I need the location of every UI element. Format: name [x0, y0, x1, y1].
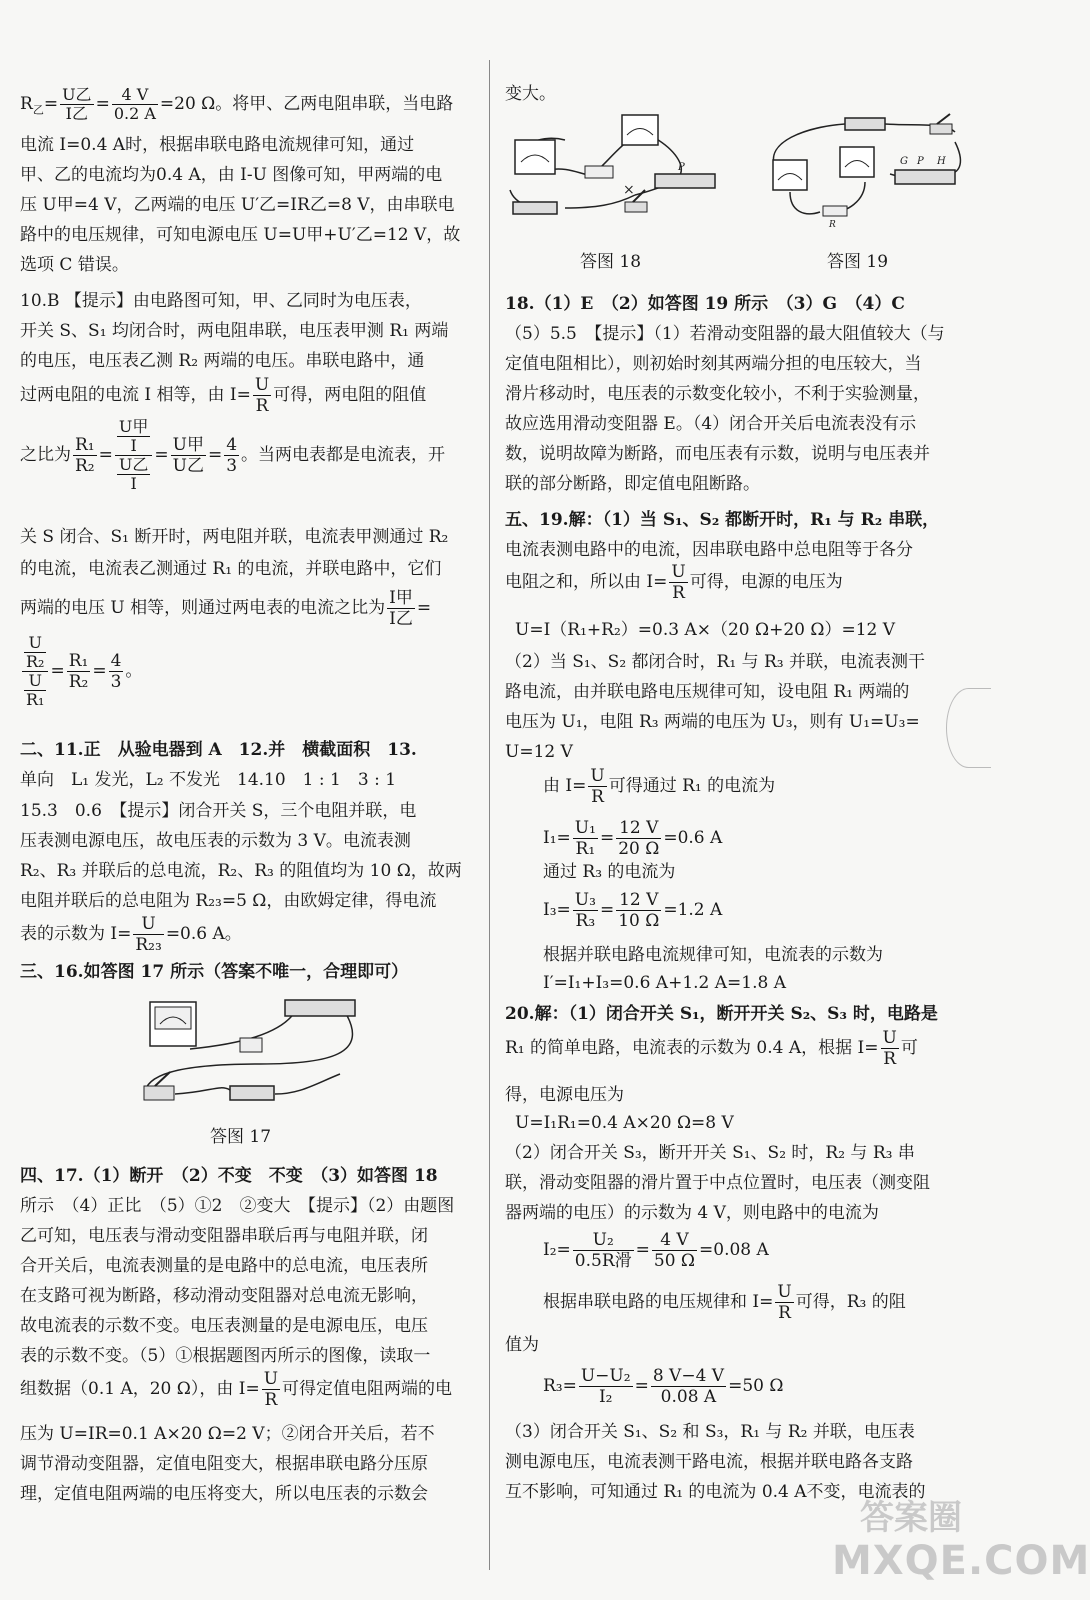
fraction-den: R [264, 1390, 278, 1410]
fraction-num: U [24, 634, 46, 653]
fraction [775, 1282, 793, 1323]
fraction-den: R [778, 1303, 791, 1323]
formula-line [20, 1369, 452, 1410]
text: =50 Ω [728, 1376, 784, 1396]
svg-text:G: G [900, 156, 908, 167]
fraction-num: 8 V−4 V [652, 1366, 725, 1386]
text-line: 路电流，由并联电路电压规律可知，设电阻 R₁ 两端的 [505, 682, 910, 702]
fraction [67, 651, 91, 692]
text: R₁ 的简单电路，电流表的示数为 0.4 A，根据 I= [505, 1038, 879, 1058]
text: =0.6 A。 [165, 924, 242, 944]
fraction [24, 634, 46, 671]
figure-caption: 答图 17 [210, 1127, 272, 1147]
fraction-den: R₂₃ [135, 935, 162, 955]
text-line: 压为 U=IR=0.1 A×20 Ω=2 V；②闭合开关后，若不 [20, 1424, 435, 1444]
text: 可得，电源的电压为 [689, 572, 843, 592]
circuit-figure-18 [505, 110, 720, 225]
fraction-num [115, 418, 153, 456]
fraction-num [22, 634, 48, 672]
fraction-num: 4 [226, 435, 238, 455]
text-line: 故应选用滑动变阻器 E。（4）闭合开关后电流表没有示 [505, 414, 917, 434]
text-line: 18.（1）E （2）如答图 19 所示 （3）G （4）C [505, 294, 905, 314]
fraction-den [22, 672, 48, 709]
text-line: （2）闭合开关 S₃，断开开关 S₁、S₂ 时，R₂ 与 R₃ 串 [505, 1143, 915, 1163]
svg-text:R: R [829, 220, 836, 230]
fraction-num: U₁ [574, 818, 596, 838]
text-line: 值为 [505, 1335, 539, 1355]
fraction [651, 1366, 726, 1407]
text: 组数据（0.1 A，20 Ω），由 I= [20, 1379, 260, 1399]
text-line: U=I₁R₁=0.4 A×20 Ω=8 V [515, 1113, 734, 1133]
text-line: 15.3 0.6 【提示】闭合开关 S，三个电阻并联，电 [20, 801, 417, 821]
fraction-den: R₁ [575, 839, 596, 859]
fraction-den: R₃ [575, 911, 596, 931]
text: 可得，两电阻的阻值 [273, 385, 427, 405]
fraction-num: U乙 [62, 85, 92, 104]
text-line: 五、19.解：（1）当 S₁、S₂ 都断开时，R₁ 与 R₂ 串联， [505, 510, 940, 530]
formula-line [543, 1282, 906, 1323]
text-line: 甲、乙的电流均为0.4 A，由 I-U 图像可知，甲两端的电 [20, 165, 443, 185]
fraction-den: R [591, 787, 604, 807]
formula-line: 之比为 $\frac{\text{R₁}}{\text{R₂}}$ = $\frac{\frac{\text{U甲}}{I}}{\frac{\text{U乙}}{I}}$ = $\frac{\text{U甲}}{\text{U乙}}$ = $\frac{4}{3}$ 。当两电表都是电流表，开 [20, 417, 446, 493]
formula-line: $R_乙=$ $\frac{\text{U乙}}{\text{I乙}}$ = $\frac{4 V}{0.2 A}$ =20 Ω。将甲、乙两电阻串联，当电路 [20, 85, 454, 123]
formula-line [505, 562, 843, 603]
fraction-den: 20 Ω [618, 839, 660, 859]
text-line: U=12 V [505, 742, 573, 762]
text-line: （5）5.5 【提示】（1）若滑动变阻器的最大阻值较大（与 [505, 324, 945, 344]
text: R₃= [543, 1376, 577, 1396]
fraction-den: 3 [110, 672, 122, 692]
fraction-num: U [777, 1282, 792, 1302]
text-line: 变大。 [505, 84, 556, 104]
text-line: 四、17.（1）断开 （2）不变 不变 （3）如答图 18 [20, 1166, 438, 1186]
text-line: 所示 （4）正比 （5）①2 ②变大 【提示】（2）由题图 [20, 1196, 455, 1216]
fraction-num: U [254, 375, 270, 395]
text-line: （2）当 S₁、S₂ 都闭合时，R₁ 与 R₃ 并联，电流表测干 [505, 652, 925, 672]
fraction [669, 562, 687, 603]
fraction [60, 86, 94, 123]
text: 。当两电表都是电流表，开 [241, 445, 446, 465]
text-line: 联的部分断路，即定值电阻断路。 [505, 474, 760, 494]
text-line: 单向 L₁ 发光，L₂ 不发光 14.10 1 : 1 3 : 1 [20, 770, 397, 790]
text-line: 电流表测电路中的电流，因串联电路中总电阻等于各分 [505, 540, 913, 560]
text-line: 滑片移动时，电压表的示数变化较小，不利于实验测量， [505, 384, 930, 404]
text-line: （3）闭合开关 S₁、S₂ 和 S₃，R₁ 与 R₂ 并联，电压表 [505, 1422, 915, 1442]
text-line: 20.解：（1）闭合开关 S₁，断开开关 S₂、S₃ 时，电路是 [505, 1004, 938, 1024]
fraction [881, 1028, 899, 1069]
fraction-num: U甲 [118, 417, 149, 436]
text-line: 合开关后，电流表测量的是电路中的总电流，电压表所 [20, 1256, 428, 1276]
fraction-den: I₂ [598, 1387, 613, 1407]
fraction-den: 0.5R滑 [574, 1251, 632, 1271]
fraction [73, 435, 97, 476]
text-line: 电压为 U₁，电阻 R₃ 两端的电压为 U₃，则有 U₁=U₃= [505, 712, 920, 732]
fraction-den: 0.2 A [113, 104, 156, 123]
compound-fraction [22, 634, 48, 709]
text: =0.08 A [699, 1240, 769, 1260]
text-line: 乙可知，电压表与滑动变阻器串联后再与电阻并联，闭 [20, 1226, 428, 1246]
fraction-den: I [130, 474, 137, 493]
text-line: I′=I₁+I₃=0.6 A+1.2 A=1.8 A [543, 973, 787, 993]
fraction-den: R₂ [75, 456, 95, 476]
text: R [20, 94, 33, 114]
fraction-den: I乙 [389, 609, 413, 629]
text-line: 压表测电源电压，故电压表的示数为 3 V。电流表测 [20, 831, 411, 851]
formula-line [20, 375, 426, 416]
text-line: 表的示数不变。（5）①根据题图丙所示的图像，读取一 [20, 1346, 431, 1366]
text: 表的示数为 I= [20, 924, 132, 944]
text-line: 故电流表的示数不变。电压表测量的是电源电压，电压 [20, 1316, 428, 1336]
fraction [109, 651, 124, 692]
formula-line: R₃= $\frac{\text{U−U₂}}{\text{I₂}}$ = $\frac{8 V-4 V}{0.08 A}$ =50 Ω [543, 1366, 784, 1407]
fraction [573, 818, 598, 859]
formula-line: I₂= $\frac{\text{U₂}}{\text{0.5R滑}}$ = $\frac{4 V}{50 \Omega}$ =0.08 A [543, 1230, 769, 1271]
text: 可得，R₃ 的阻 [795, 1292, 906, 1312]
circuit-figure-17 [120, 994, 370, 1116]
fraction-num: 12 V [616, 818, 661, 839]
formula-line: 两端的电压 U 相等，则通过两电表的电流之比为 $\frac{\text{I甲}}{\text{I乙}}$ = [20, 588, 432, 629]
fraction-den: R [672, 583, 685, 603]
text-line: 得，电源电压为 [505, 1085, 624, 1105]
text: 可得通过 R₁ 的电流为 [608, 776, 776, 796]
fraction-num: U [133, 914, 163, 935]
text: 过两电阻的电流 I 相等，由 I= [20, 385, 251, 405]
text-line: U=I（R₁+R₂）=0.3 A×（20 Ω+20 Ω）=12 V [515, 620, 896, 640]
formula-line [505, 1028, 918, 1069]
fraction-num: U乙 [118, 455, 149, 474]
fraction [573, 1230, 634, 1271]
fraction [253, 375, 271, 416]
text-line: 压 U甲=4 V，乙两端的电压 U′乙=IR乙=8 V，由串联电 [20, 195, 455, 215]
text-line: 电阻并联后的总电阻为 R₂₃=5 Ω，由欧姆定律，得电流 [20, 891, 437, 911]
fraction [262, 1369, 280, 1410]
fraction-den: R₂ [68, 672, 89, 692]
fraction-den: 10 Ω [618, 911, 660, 931]
fraction [652, 1230, 697, 1271]
fraction-den: R₁ [26, 690, 45, 709]
text: 两端的电压 U 相等，则通过两电表的电流之比为 [20, 598, 386, 618]
fraction-den: 0.08 A [660, 1387, 717, 1407]
watermark-url: MXQE.COM [832, 1538, 1090, 1584]
fraction [133, 914, 163, 955]
seal-stamp [946, 688, 991, 768]
fraction-num: R₁ [68, 651, 89, 671]
fraction-num: 12 V [616, 890, 661, 911]
fraction [171, 435, 206, 476]
text: I₃= [543, 900, 571, 920]
svg-text:H: H [937, 156, 946, 167]
fraction-num: 4 [110, 651, 122, 671]
fraction-num: I甲 [389, 588, 413, 608]
column-divider [489, 60, 490, 1570]
text-line: 调节滑动变阻器，定值电阻变大，根据串联电路分压原 [20, 1454, 428, 1474]
fraction-num: U [24, 672, 46, 691]
text-line: 路中的电压规律，可知电源电压 U=U甲+U′乙=12 V，故 [20, 225, 461, 245]
text-line: 选项 C 错误。 [20, 255, 129, 275]
text-line: 三、16.如答图 17 所示（答案不唯一，合理即可） [20, 962, 409, 982]
formula-line [20, 914, 242, 955]
fraction-den: I [130, 436, 137, 455]
formula-line: I₃= $\frac{\text{U₃}}{\text{R₃}}$ = $\frac{12 V}{10 \Omega}$ =1.2 A [543, 890, 723, 931]
fraction-num: U [590, 766, 605, 786]
text: =1.2 A [663, 900, 723, 920]
fraction [117, 456, 151, 493]
svg-text:P: P [678, 162, 685, 173]
fraction-num: R₁ [75, 435, 95, 455]
text-line: 关 S 闭合、S₁ 断开时，两电阻并联，电流表甲测通过 R₂ [20, 527, 449, 547]
fraction-num: U₂ [573, 1230, 634, 1251]
text: I₂= [543, 1240, 571, 1260]
formula-line [543, 766, 775, 807]
fraction-den [115, 456, 153, 493]
fraction-den: R [883, 1049, 897, 1069]
text-line: 10.B 【提示】由电路图可知，甲、乙同时为电压表， [20, 291, 422, 311]
text-line: 二、11.正 从验电器到 A 12.并 横截面积 13. [20, 740, 417, 760]
fraction [579, 1366, 633, 1407]
text-line: 互不影响，可知通过 R₁ 的电流为 0.4 A不变，电流表的 [505, 1482, 926, 1502]
fraction-den: 3 [226, 456, 238, 476]
text: 由 I= [543, 776, 587, 796]
fraction [616, 890, 661, 931]
svg-text:×: × [623, 182, 635, 198]
text-line: 测电源电压，电流表测干路电流，根据并联电路各支路 [505, 1452, 913, 1472]
text-line: R₂、R₃ 并联后的总电流，R₂、R₃ 的阻值均为 10 Ω，故两 [20, 861, 462, 881]
circuit-figure-19 [745, 112, 970, 230]
text-line: 开关 S、S₁ 均闭合时，两电阻串联，电压表甲测 R₁ 两端 [20, 321, 449, 341]
text: 根据串联电路的电压规律和 I= [543, 1292, 774, 1312]
fraction [573, 890, 598, 931]
fraction [112, 86, 158, 123]
text-line: 联，滑动变阻器的滑片置于中点位置时，电压表（测变阻 [505, 1173, 930, 1193]
fraction-num: 4 V [112, 86, 158, 105]
text: =0.6 A [663, 828, 723, 848]
watermark-logo: 答案圈 [860, 1498, 962, 1538]
text-line: 通过 R₃ 的电流为 [543, 862, 676, 882]
text: 可 [900, 1038, 918, 1058]
compound-fraction [115, 418, 153, 493]
formula-line: I₁= $\frac{\text{U₁}}{\text{R₁}}$ = $\frac{12 V}{20 \Omega}$ =0.6 A [543, 818, 723, 859]
fraction [588, 766, 606, 807]
fraction-den: R [255, 396, 269, 416]
formula-line: $\frac{\frac{U}{\text{R₂}}}{\frac{U}{\text{R₁}}}$ = $\frac{\text{R₁}}{\text{R₂}}$ = $\frac{4}{3}$ 。 [20, 634, 142, 709]
fraction-num: U [263, 1369, 279, 1389]
fraction [117, 418, 151, 455]
text-line: 的电流，电流表乙测通过 R₁ 的电流，并联电路中，它们 [20, 559, 442, 579]
figure-caption: 答图 19 [827, 252, 889, 272]
fraction-num: U−U₂ [580, 1366, 631, 1386]
text-line: 在支路可视为断路，移动滑动变阻器对总电流无影响， [20, 1286, 428, 1306]
text: I₁= [543, 828, 571, 848]
text-line: 器两端的电压）的示数为 4 V，则电路中的电流为 [505, 1203, 879, 1223]
fraction [387, 588, 415, 629]
fraction-num: U甲 [172, 435, 204, 455]
fraction-den: R₂ [26, 652, 45, 671]
fraction-num: U₃ [574, 890, 596, 910]
svg-text:P: P [917, 156, 924, 167]
text-line: 数，说明故障为断路，而电压表有示数，说明与电压表并 [505, 444, 930, 464]
text-line: 理，定值电阻两端的电压将变大，所以电压表的示数会 [20, 1484, 428, 1504]
fraction-den: 50 Ω [653, 1251, 696, 1271]
fraction-num: U [671, 562, 686, 582]
text: 之比为 [20, 445, 71, 465]
text-line: 定值电阻相比），则初始时刻其两端分担的电压较大，当 [505, 354, 922, 374]
text: 可得定值电阻两端的电 [282, 1379, 453, 1399]
fraction-den: I乙 [65, 104, 88, 123]
text-line: 的电压，电压表乙测 R₂ 两端的电压。串联电路中，通 [20, 351, 425, 371]
fraction [24, 672, 46, 709]
text: =20 Ω。将甲、乙两电阻串联，当电路 [159, 94, 454, 114]
text: 电阻之和，所以由 I= [505, 572, 668, 592]
fraction [616, 818, 661, 859]
fraction [224, 435, 239, 476]
figure-caption: 答图 18 [580, 252, 642, 272]
text-line: 电流 I=0.4 A时，根据串联电路电流规律可知，通过 [20, 135, 415, 155]
fraction-num: U [882, 1028, 897, 1048]
fraction-num: 4 V [652, 1230, 697, 1251]
text-line: 根据并联电路电流规律可知，电流表的示数为 [543, 945, 883, 965]
fraction-den: U乙 [172, 456, 204, 476]
